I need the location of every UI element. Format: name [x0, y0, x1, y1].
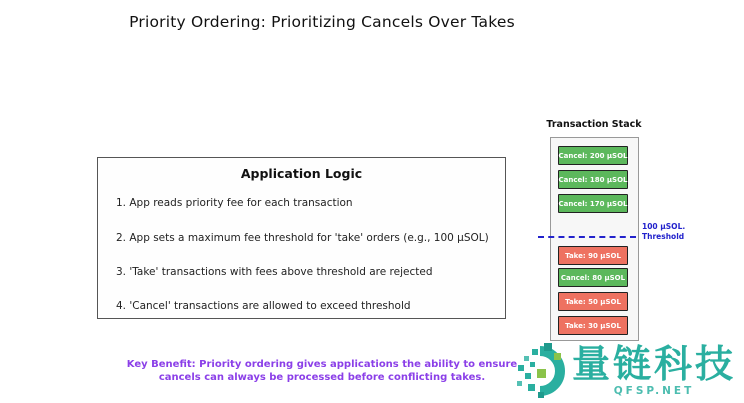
transaction-stack-box [550, 137, 639, 341]
stack-item-cancel-180: Cancel: 180 μSOL [558, 170, 628, 189]
qfsp-logo-site: QFSP.NET [613, 385, 695, 397]
stack-item-cancel-170: Cancel: 170 μSOL [558, 194, 628, 213]
stack-item-take-30: Take: 30 μSOL [558, 316, 628, 335]
threshold-label-line2: Threshold [642, 232, 685, 241]
qfsp-logo [514, 341, 744, 401]
stack-item-cancel-80: Cancel: 80 μSOL [558, 268, 628, 287]
stack-item-take-90: Take: 90 μSOL [558, 246, 628, 265]
stack-item-cancel-200: Cancel: 200 μSOL [558, 146, 628, 165]
qfsp-logo-pixel-circle-icon [516, 343, 568, 399]
application-logic-title: Application Logic [240, 166, 363, 181]
app-logic-step-3: 3. 'Take' transactions with fees above threshold are rejected [116, 266, 433, 278]
app-logic-step-1: 1. App reads priority fee for each transaction [116, 197, 353, 209]
application-logic-box [97, 157, 506, 319]
key-benefit-line1: Key Benefit: Priority ordering gives applications the ability to ensure [126, 359, 518, 370]
threshold-label-line1: 100 μSOL. [642, 222, 686, 231]
app-logic-step-2: 2. App sets a maximum fee threshold for 'take' orders (e.g., 100 μSOL) [116, 232, 489, 244]
stack-item-take-50: Take: 50 μSOL [558, 292, 628, 311]
key-benefit-line2: cancels can always be processed before conflicting takes. [158, 372, 486, 383]
transaction-stack-title: Transaction Stack [546, 119, 642, 130]
qfsp-logo-name: 量链科技 [571, 342, 736, 386]
diagram-title: Priority Ordering: Prioritizing Cancels Over Takes [129, 13, 515, 31]
threshold-label [642, 222, 712, 242]
app-logic-step-4: 4. 'Cancel' transactions are allowed to exceed threshold [116, 300, 411, 312]
threshold-dashed-line [538, 236, 636, 238]
